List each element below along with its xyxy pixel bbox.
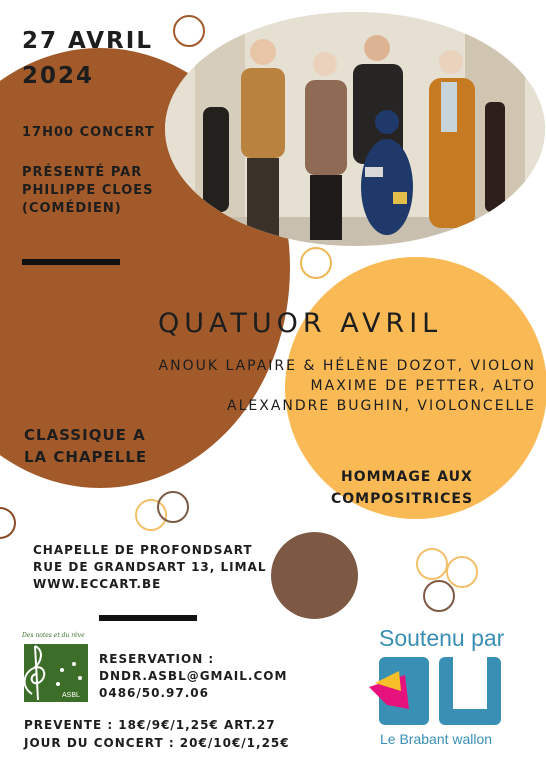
ensemble-title: QUATUOR AVRIL (158, 308, 443, 339)
quartet-photo-drawing (165, 12, 545, 246)
musicians-list (159, 356, 536, 416)
reservation-email[interactable]: DNDR.ASBL@GMAIL.COM (99, 669, 288, 683)
brabant-wallon-logo (369, 657, 507, 725)
venue-name: CHAPELLE DE PROFONDSART (33, 543, 253, 557)
tribute-line-2: COMPOSITRICES (331, 491, 474, 507)
concert-time: 17H00 CONCERT (22, 125, 155, 140)
asbl-logo (18, 632, 96, 708)
divider-bar (99, 615, 197, 621)
series-line-2: LA CHAPELLE (24, 448, 148, 466)
presenter-line-2: PHILIPPE CLOES (22, 183, 154, 198)
event-year: 2024 (22, 63, 95, 89)
presenter-line-3: (COMÉDIEN) (22, 201, 122, 216)
ring-decoration (423, 580, 455, 612)
event-date: 27 AVRIL (22, 28, 153, 54)
series-line-1: CLASSIQUE A (24, 426, 146, 444)
treble-clef-icon (18, 632, 96, 708)
asbl-logo-tagline: Des notes et du rêve (22, 632, 85, 639)
asbl-logo-text: ASBL (62, 692, 80, 699)
ring-decoration (416, 548, 448, 580)
quartet-photo (165, 12, 545, 246)
ring-decoration (0, 507, 16, 539)
musician-line-1: ANOUK LAPAIRE & HÉLÈNE DOZOT, VIOLON (158, 358, 536, 374)
reservation-phone[interactable]: 0486/50.97.06 (99, 686, 209, 700)
sponsor-name: Le Brabant wallon (380, 731, 493, 747)
venue-address: RUE DE GRANDSART 13, LIMAL (33, 560, 267, 574)
concert-day-price: JOUR DU CONCERT : 20€/10€/1,25€ (24, 736, 290, 750)
ring-decoration (446, 556, 478, 588)
brabant-wallon-logo-icon (369, 657, 507, 725)
musician-line-3: ALEXANDRE BUGHIN, VIOLONCELLE (227, 398, 536, 414)
divider-bar (22, 259, 120, 265)
venue-website[interactable]: WWW.ECCART.BE (33, 577, 162, 591)
dark-circle-shape (271, 532, 358, 619)
ring-decoration (300, 247, 332, 279)
musician-line-2: MAXIME DE PETTER, ALTO (310, 378, 536, 394)
ring-decoration (157, 491, 189, 523)
sponsor-label: Soutenu par (379, 625, 505, 651)
reservation-label: RESERVATION : (99, 652, 215, 666)
presenter-line-1: PRÉSENTÉ PAR (22, 165, 143, 180)
tribute-line-1: HOMMAGE AUX (341, 469, 473, 485)
ring-decoration (173, 15, 205, 47)
presale-price: PREVENTE : 18€/9€/1,25€ ART.27 (24, 718, 276, 732)
